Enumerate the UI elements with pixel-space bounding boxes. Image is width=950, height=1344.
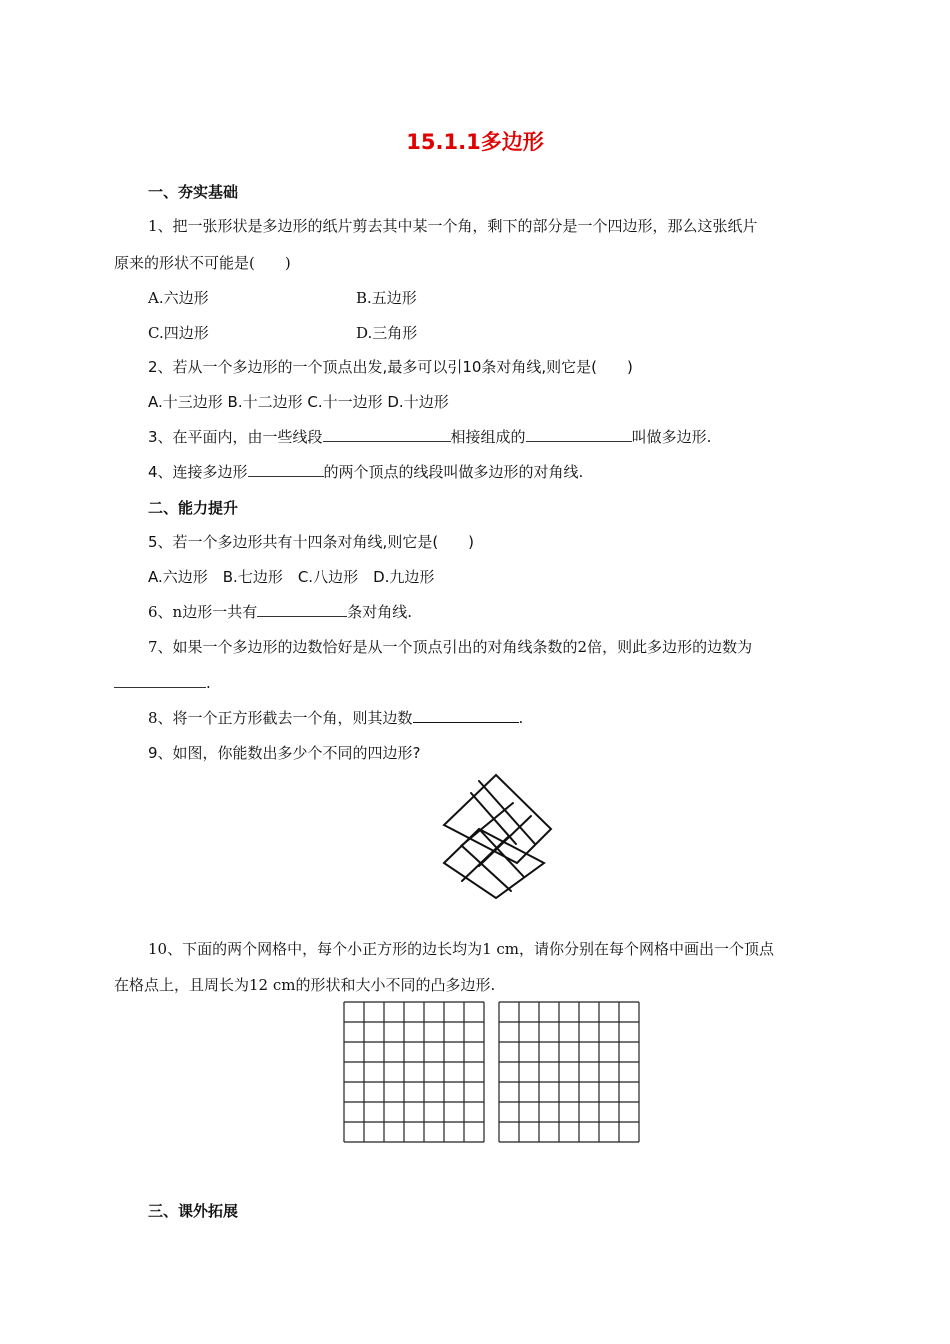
q4-text-2: 的两个顶点的线段叫做多边形的对角线.	[323, 463, 584, 481]
q3-line	[148, 426, 711, 447]
q1-option-b: B.五边形	[356, 289, 417, 307]
q3-text-1: 3、在平面内，由一些线段	[148, 428, 323, 446]
q7-end: .	[206, 674, 211, 692]
q1-stem-line2: 原来的形状不可能是( )	[114, 254, 291, 272]
q1-option-d: D.三角形	[356, 324, 418, 342]
q7-stem: 7、如果一个多边形的边数恰好是从一个顶点引出的对角线条数的2倍，则此多边形的边数为	[148, 638, 753, 656]
q8-blank[interactable]	[413, 708, 519, 723]
q3-blank-1[interactable]	[323, 427, 451, 442]
section-heading-extension: 三、课外拓展	[148, 1202, 239, 1220]
q1-stem-line1: 1、把一张形状是多边形的纸片剪去其中某一个角，剩下的部分是一个四边形，那么这张纸片	[148, 217, 758, 235]
q1-option-a: A.六边形	[148, 289, 209, 307]
figure-line	[462, 837, 508, 881]
q2-stem: 2、若从一个多边形的一个顶点出发,最多可以引10条对角线,则它是( )	[148, 358, 633, 376]
q2-options: A.十三边形 B.十二边形 C.十一边形 D.十边形	[148, 393, 449, 411]
q1-option-c: C.四边形	[148, 324, 209, 342]
q3-blank-2[interactable]	[526, 427, 632, 442]
section-heading-advanced: 二、能力提升	[148, 499, 239, 517]
q8-end: .	[518, 709, 524, 727]
quadrilateral-figure	[434, 773, 564, 903]
q10-stem-line2: 在格点上，且周长为12 cm的形状和大小不同的凸多边形.	[114, 976, 496, 994]
q6-text-2: 条对角线.	[347, 603, 412, 621]
q5-options: A.六边形 B.七边形 C.八边形 D.九边形	[148, 568, 435, 586]
q4-blank[interactable]	[248, 462, 324, 477]
q3-text-2: 相接组成的	[450, 428, 526, 446]
q4-text-1: 4、连接多边形	[148, 463, 248, 481]
q3-text-3: 叫做多边形.	[631, 428, 712, 446]
q6-blank[interactable]	[257, 602, 347, 617]
right-grid[interactable]	[498, 1001, 642, 1143]
q9-stem: 9、如图，你能数出多少个不同的四边形?	[148, 744, 421, 762]
q8-line	[148, 707, 523, 728]
q10-stem-line1: 10、下面的两个网格中，每个小正方形的边长均为1 cm，请你分别在每个网格中画出一个顶点	[148, 940, 775, 958]
q6-text-1: 6、n边形一共有	[148, 603, 258, 621]
q6-line	[148, 601, 412, 622]
q5-stem: 5、若一个多边形共有十四条对角线,则它是( )	[148, 533, 475, 551]
q7-blank[interactable]	[114, 673, 206, 688]
section-heading-basic: 一、夯实基础	[148, 183, 239, 201]
figure-lower-square	[444, 829, 544, 898]
figure-line	[462, 846, 511, 891]
page-title: 15.1.1多边形	[406, 130, 544, 154]
q8-text: 8、将一个正方形截去一个角，则其边数	[148, 709, 413, 727]
q4-line	[148, 461, 583, 482]
left-grid[interactable]	[343, 1001, 487, 1143]
q7-answer-line	[114, 673, 211, 692]
figure-line	[479, 829, 524, 877]
